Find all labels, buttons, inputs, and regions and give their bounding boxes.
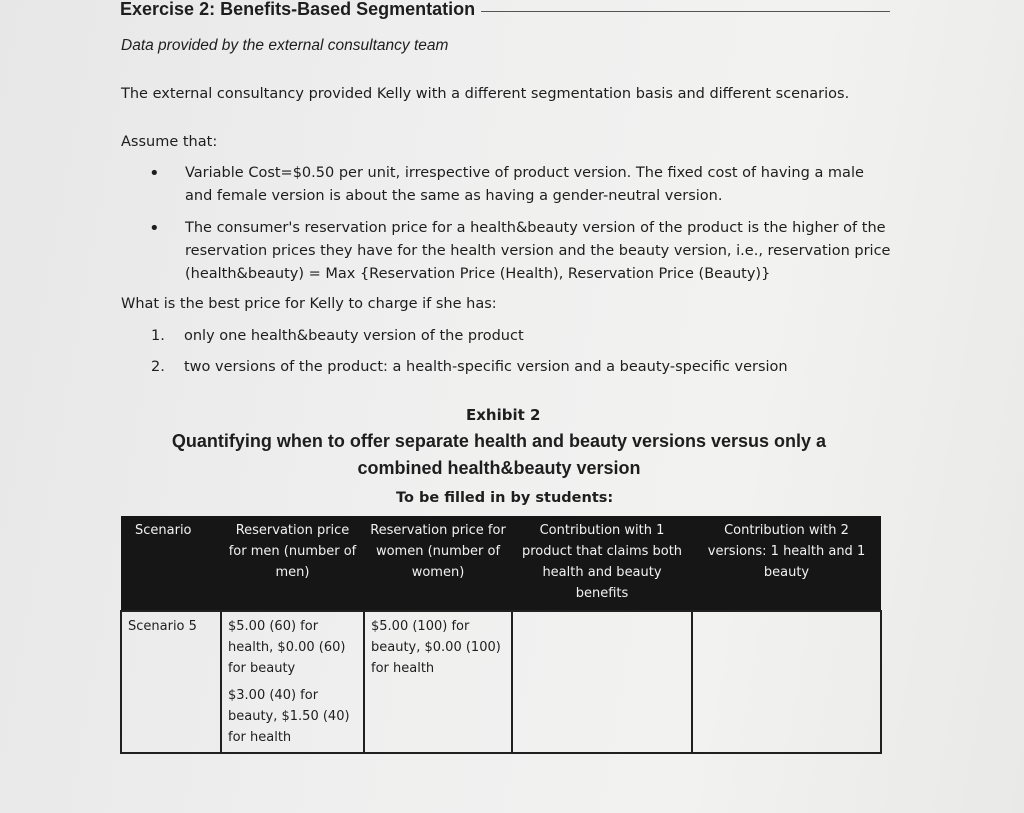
exhibit-label: Exhibit 2 [466, 406, 541, 424]
header-contrib-two: Contribution with 2 versions: 1 health and 1 beauty [692, 516, 881, 611]
bullet-item [121, 217, 891, 286]
numbered-item [121, 359, 891, 375]
item-text: two versions of the product: a health-specific version and a beauty-specific version [184, 359, 788, 375]
exercise-title: Exercise 2: Benefits-Based Segmentation [120, 0, 476, 19]
header-contrib-one: Contribution with 1 product that claims both health and beauty benefits [512, 516, 692, 611]
assume-label: Assume that: [121, 134, 218, 150]
bullet-icon: • [149, 163, 160, 184]
cell-contrib-one[interactable] [512, 611, 692, 753]
numbered-item [121, 328, 891, 344]
table-header-row [121, 516, 881, 611]
cell-women [364, 611, 512, 753]
header-women: Reservation price for women (number of women) [364, 516, 512, 611]
header-men: Reservation price for men (number of men) [221, 516, 364, 611]
exercise-header [120, 0, 890, 20]
exhibit-table [120, 516, 882, 754]
intro-text: The external consultancy provided Kelly with a different segmentation basis and different scenarios. [121, 86, 850, 102]
cell-scenario: Scenario 5 [121, 611, 221, 753]
bullet-item [121, 162, 891, 208]
cell-contrib-two[interactable] [692, 611, 881, 753]
bullet-text: Variable Cost=$0.50 per unit, irrespective of product version. The fixed cost of having a male and female version is about the same as having a gender-neutral version. [185, 165, 864, 204]
bullet-text: The consumer's reservation price for a health&beauty version of the product is the higher of the reservation prices they have for the health version and the beauty version, i.e., reservation price (health&beauty) = Max {Reservation Price (Health), Reservation Price (Beauty)} [185, 220, 891, 282]
men-segment-2: $3.00 (40) for beauty, $1.50 (40) for health [228, 688, 350, 745]
question-text: What is the best price for Kelly to charge if she has: [121, 296, 497, 312]
exhibit-title: Quantifying when to offer separate health and beauty versions versus only a combined health&beauty version [171, 431, 827, 478]
header-scenario: Scenario [121, 516, 221, 611]
title-rule [481, 11, 890, 12]
women-segment-1: $5.00 (100) for beauty, $0.00 (100) for health [371, 619, 501, 676]
item-number: 1. [151, 328, 165, 344]
men-segment-1: $5.00 (60) for health, $0.00 (60) for beauty [228, 619, 346, 676]
cell-men [221, 611, 364, 753]
subtitle: Data provided by the external consultancy team [121, 37, 449, 54]
bullet-icon: • [149, 218, 160, 239]
item-text: only one health&beauty version of the product [184, 328, 524, 344]
table-row [121, 611, 881, 753]
exhibit-subtitle: To be filled in by students: [396, 490, 614, 506]
item-number: 2. [151, 359, 165, 375]
